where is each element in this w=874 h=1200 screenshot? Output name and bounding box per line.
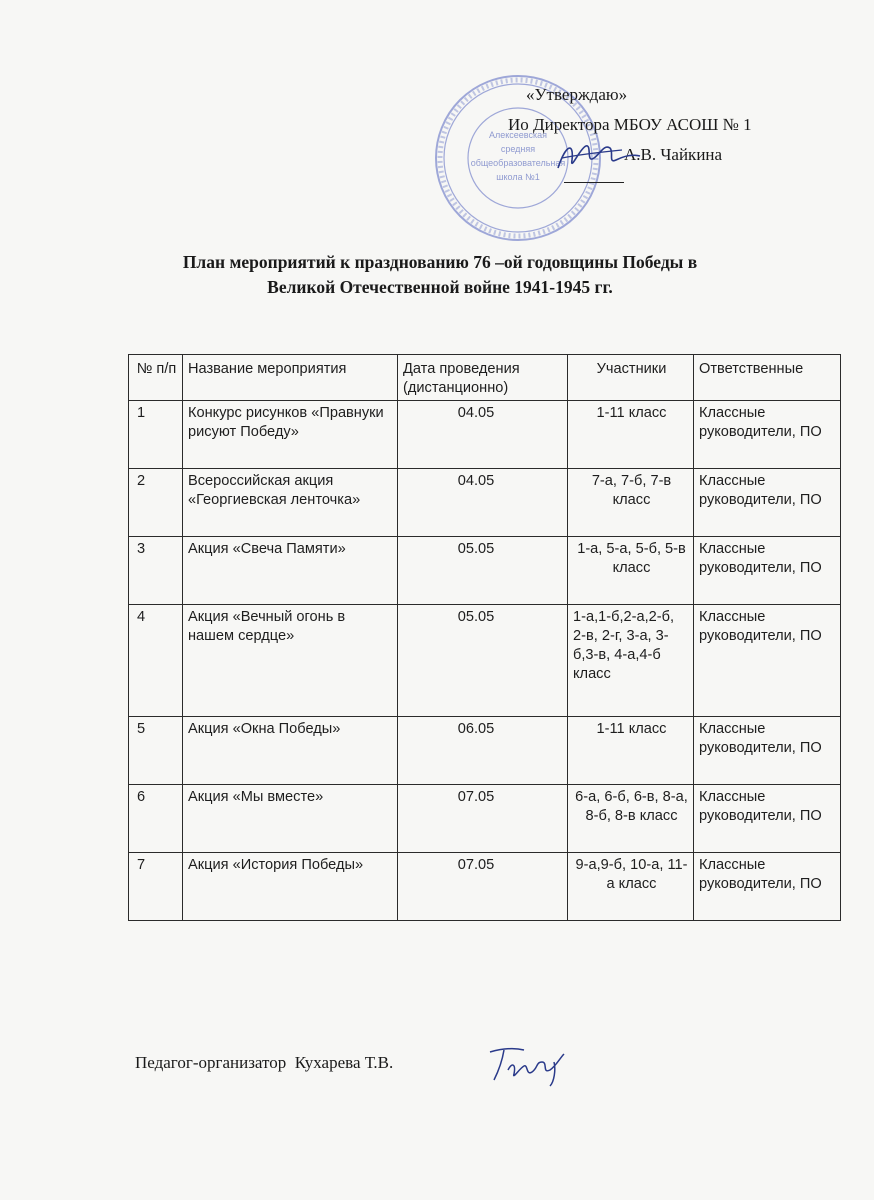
cell-name: Акция «Вечный огонь в нашем сердце» [183, 605, 398, 717]
cell-name: Акция «Окна Победы» [183, 717, 398, 785]
cell-responsible: Классные руководители, ПО [694, 853, 841, 921]
cell-date: 06.05 [398, 717, 568, 785]
cell-no: 5 [129, 717, 183, 785]
cell-participants: 7-а, 7-б, 7-в класс [568, 469, 694, 537]
cell-responsible: Классные руководители, ПО [694, 605, 841, 717]
cell-no: 2 [129, 469, 183, 537]
stamp-line-3: общеобразовательная [470, 158, 566, 168]
cell-name: Всероссийская акция «Георгиевская ленточка» [183, 469, 398, 537]
cell-no: 4 [129, 605, 183, 717]
cell-name: Акция «История Победы» [183, 853, 398, 921]
cell-date: 07.05 [398, 853, 568, 921]
organizer-signature [484, 1040, 570, 1088]
cell-participants: 1-а, 5-а, 5-б, 5-в класс [568, 537, 694, 605]
footer-role: Педагог-организатор [135, 1053, 287, 1072]
events-table [128, 354, 841, 921]
cell-participants: 6-а, 6-б, 6-в, 8-а, 8-б, 8-в класс [568, 785, 694, 853]
cell-date: 04.05 [398, 401, 568, 469]
stamp-line-2: средняя [500, 144, 536, 154]
cell-participants: 9-а,9-б, 10-а, 11-а класс [568, 853, 694, 921]
cell-responsible: Классные руководители, ПО [694, 537, 841, 605]
cell-date: 05.05 [398, 537, 568, 605]
cell-no: 3 [129, 537, 183, 605]
title-line-2: Великой Отечественной войне 1941-1945 гг. [267, 277, 613, 297]
cell-participants: 1-11 класс [568, 401, 694, 469]
stamp-line-4: школа №1 [496, 172, 540, 182]
cell-date: 07.05 [398, 785, 568, 853]
cell-date: 04.05 [398, 469, 568, 537]
cell-responsible: Классные руководители, ПО [694, 469, 841, 537]
table-row [129, 537, 841, 605]
cell-date: 05.05 [398, 605, 568, 717]
table-row [129, 717, 841, 785]
header-name: Название мероприятия [183, 355, 398, 401]
table-row [129, 469, 841, 537]
header-participants: Участники [568, 355, 694, 401]
cell-participants: 1-а,1-б,2-а,2-б, 2-в, 2-г, 3-а, 3-б,3-в, 4-а,4-б класс [568, 605, 694, 717]
footer-name: Кухарева Т.В. [294, 1053, 394, 1072]
cell-no: 6 [129, 785, 183, 853]
cell-name: Акция «Свеча Памяти» [183, 537, 398, 605]
footer-signature-line [135, 1053, 393, 1073]
table-row [129, 785, 841, 853]
header-responsible: Ответственные [694, 355, 841, 401]
cell-name: Акция «Мы вместе» [183, 785, 398, 853]
director-position: Ио Директора МБОУ АСОШ № 1 [508, 115, 752, 134]
cell-no: 1 [129, 401, 183, 469]
table-row [129, 401, 841, 469]
cell-no: 7 [129, 853, 183, 921]
cell-name: Конкурс рисунков «Правнуки рисуют Победу» [183, 401, 398, 469]
cell-responsible: Классные руководители, ПО [694, 717, 841, 785]
header-date: Дата проведения (дистанционно) [398, 355, 568, 401]
document-title [120, 250, 760, 300]
stamp-line-1: Алексеевская [488, 130, 548, 140]
table-row [129, 605, 841, 717]
cell-responsible: Классные руководители, ПО [694, 785, 841, 853]
director-signature [552, 134, 642, 180]
cell-responsible: Классные руководители, ПО [694, 401, 841, 469]
table-header-row [129, 355, 841, 401]
title-line-1: План мероприятий к празднованию 76 –ой годовщины Победы в [182, 252, 698, 272]
approve-label: «Утверждаю» [526, 85, 628, 104]
header-no: № п/п [129, 355, 183, 401]
director-name: А.В. Чайкина [624, 145, 723, 164]
cell-participants: 1-11 класс [568, 717, 694, 785]
table-row [129, 853, 841, 921]
